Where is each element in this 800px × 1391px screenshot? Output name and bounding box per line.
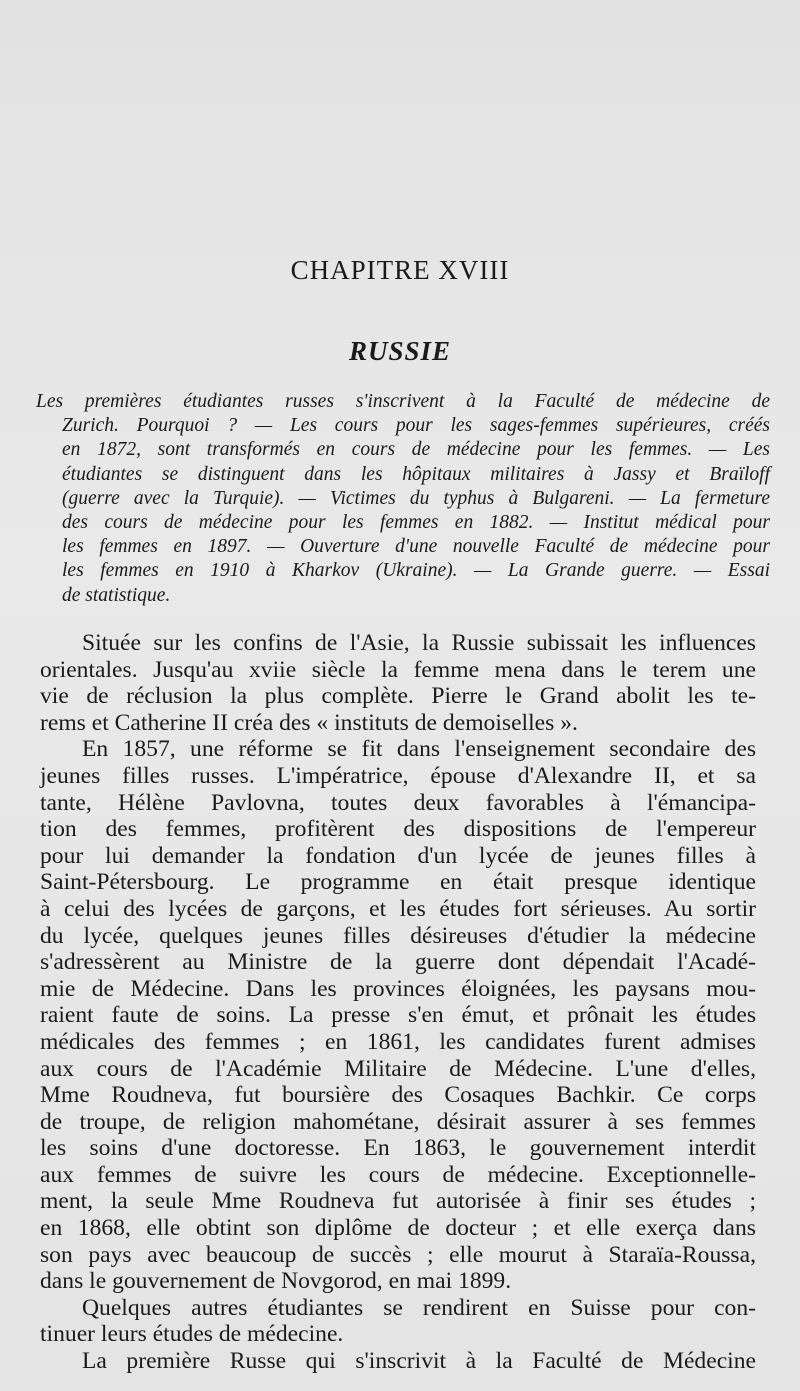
body-line: raient faute de soins. La presse s'en émut, et prônait les études bbox=[40, 1002, 756, 1029]
body-line: à celui des lycées de garçons, et les études fort sérieuses. Au sortir bbox=[40, 895, 756, 922]
summary-line: Zurich. Pourquoi ? — Les cours pour les sages-femmes supérieures, créés bbox=[62, 415, 770, 437]
body-line: du lycée, quelques jeunes filles désireuses d'étudier la médecine bbox=[40, 922, 756, 949]
body-line: ment, la seule Mme Roudneva fut autorisée à finir ses études ; bbox=[40, 1188, 756, 1215]
summary-line: en 1872, sont transformés en cours de médecine pour les femmes. — Les bbox=[62, 439, 770, 461]
body-line: Mme Roudneva, fut boursière des Cosaques Bachkir. Ce corps bbox=[40, 1082, 756, 1109]
body-line: tion des femmes, profitèrent des dispositions de l'empereur bbox=[40, 816, 756, 843]
body-line: La première Russe qui s'inscrivit à la Faculté de Médecine bbox=[82, 1348, 756, 1375]
body-line: dans le gouvernement de Novgorod, en mai 1899. bbox=[40, 1268, 512, 1295]
body-line: les soins d'une doctoresse. En 1863, le gouvernement interdit bbox=[40, 1135, 756, 1162]
body-line: Quelques autres étudiantes se rendirent en Suisse pour con- bbox=[82, 1294, 756, 1321]
body-line: orientales. Jusqu'au xviie siècle la femme mena dans le terem une bbox=[40, 656, 756, 683]
body-line: En 1857, une réforme se fit dans l'enseignement secondaire des bbox=[82, 736, 756, 763]
body-line: vie de réclusion la plus complète. Pierre le Grand abolit les te- bbox=[40, 683, 756, 710]
body-line: mie de Médecine. Dans les provinces éloignées, les paysans mou- bbox=[40, 975, 756, 1002]
body-line: médicales des femmes ; en 1861, les candidates furent admises bbox=[40, 1028, 756, 1055]
body-line: rems et Catherine II créa des « instituts de demoiselles ». bbox=[40, 709, 578, 736]
summary-line: des cours de médecine pour les femmes en 1882. — Institut médical pour bbox=[62, 512, 770, 534]
body-line: s'adressèrent au Ministre de la guerre dont dépendait l'Acadé- bbox=[40, 949, 756, 976]
summary-line: les femmes en 1910 à Kharkov (Ukraine). — La Grande guerre. — Essai bbox=[62, 560, 770, 582]
summary-line: étudiantes se distinguent dans les hôpitaux militaires à Jassy et Braïloff bbox=[62, 463, 770, 485]
body-line: son pays avec beaucoup de succès ; elle mourut à Staraïa-Roussa, bbox=[40, 1241, 756, 1268]
summary-line: Les premières étudiantes russes s'inscrivent à la Faculté de médecine de bbox=[36, 391, 770, 412]
body-text bbox=[40, 630, 756, 1375]
summary-line: les femmes en 1897. — Ouverture d'une nouvelle Faculté de médecine pour bbox=[62, 536, 770, 558]
body-line: pour lui demander la fondation d'un lycée de jeunes filles à bbox=[40, 842, 756, 869]
summary-line: de statistique. bbox=[62, 584, 171, 606]
chapter-title: RUSSIE bbox=[348, 336, 452, 366]
chapter-number: CHAPITRE XVIII bbox=[290, 255, 510, 285]
body-line: Saint-Pétersbourg. Le programme en était presque identique bbox=[40, 869, 756, 896]
body-line: tante, Hélène Pavlovna, toutes deux favorables à l'émancipa- bbox=[40, 789, 756, 816]
body-line: aux cours de l'Académie Militaire de Médecine. L'une d'elles, bbox=[40, 1055, 756, 1082]
chapter-summary bbox=[36, 390, 770, 608]
summary-line: (guerre avec la Turquie). — Victimes du typhus à Bulgareni. — La fermeture bbox=[62, 487, 770, 509]
body-line: jeunes filles russes. L'impératrice, épouse d'Alexandre II, et sa bbox=[40, 762, 756, 789]
body-line: Située sur les confins de l'Asie, la Russie subissait les influences bbox=[82, 630, 756, 656]
body-line: tinuer leurs études de médecine. bbox=[40, 1321, 344, 1348]
body-line: de troupe, de religion mahométane, désirait assurer à ses femmes bbox=[40, 1108, 756, 1135]
body-line: aux femmes de suivre les cours de médecine. Exceptionnelle- bbox=[40, 1161, 756, 1188]
body-line: en 1868, elle obtint son diplôme de docteur ; et elle exerça dans bbox=[40, 1215, 756, 1242]
